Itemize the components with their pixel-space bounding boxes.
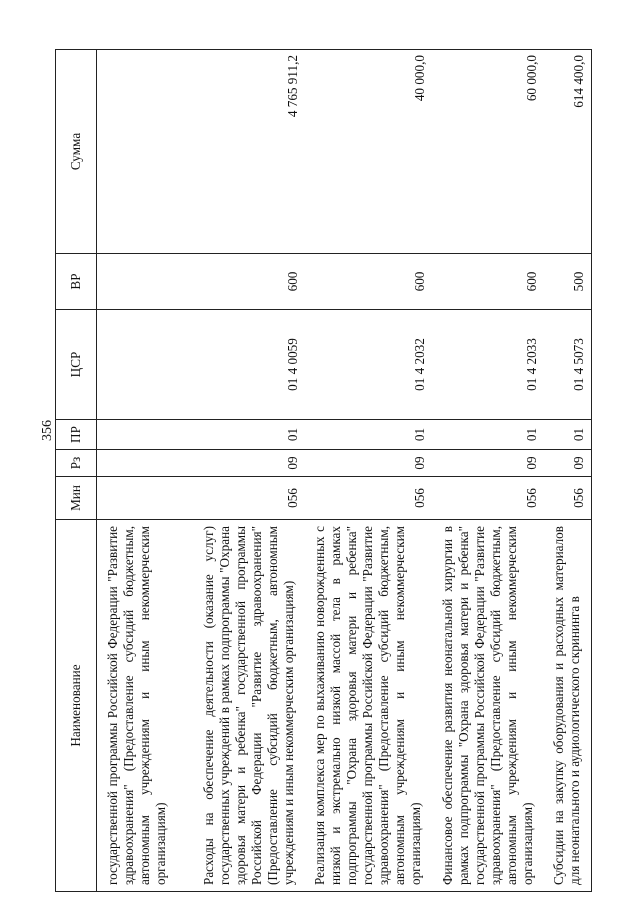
header-sum: Сумма [56, 50, 97, 254]
row-min: 056 [305, 477, 432, 520]
row-csr: 01 4 2032 [305, 310, 432, 420]
row-rz: 09 [177, 450, 305, 477]
row-vr [97, 254, 177, 310]
page-number: 356 [40, 420, 55, 441]
row-sum [97, 50, 177, 254]
row-csr [97, 310, 177, 420]
row-name: Реализация комплекса мер по выхаживанию новорожденных с низкой и экстремально низкой массой тела в рамках подпрограммы "Охрана здоровья матери и ребенка" государственной программы Российской Федерации "Развитие здравоохранения" (Предоставление субсидий бюджетным, автономным учреждениям и иным некоммерческим организациям) [305, 520, 432, 892]
row-vr: 600 [432, 254, 544, 310]
row-min: 056 [544, 477, 592, 520]
row-sum: 40 000,0 [305, 50, 432, 254]
header-vr: ВР [56, 254, 97, 310]
header-min: Мин [56, 477, 97, 520]
row-sum: 614 400,0 [544, 50, 592, 254]
row-rz: 09 [432, 450, 544, 477]
row-rz: 09 [544, 450, 592, 477]
header-pr: ПР [56, 420, 97, 450]
row-pr: 01 [432, 420, 544, 450]
table-row [305, 50, 432, 892]
row-name: государственной программы Российской Федерации "Развитие здравоохранения" (Предоставление субсидий бюджетным, автономным учреждениям и иным некоммерческим организациям) [97, 520, 177, 892]
table-row [177, 50, 305, 892]
row-csr: 01 4 5073 [544, 310, 592, 420]
table-row [432, 50, 544, 892]
header-name: Наименование [56, 520, 97, 892]
row-csr: 01 4 2033 [432, 310, 544, 420]
row-min: 056 [177, 477, 305, 520]
row-pr: 01 [305, 420, 432, 450]
header-csr: ЦСР [56, 310, 97, 420]
row-rz [97, 450, 177, 477]
row-name: Расходы на обеспечение деятельности (оказание услуг) государственных учреждений в рамках подпрограммы "Охрана здоровья матери и ребенка" государственной программы Российской Федерации "Развитие здравоохранения" (Предоставление субсидий бюджетным, автономным учреждениям и иным некоммерческим организациям) [177, 520, 305, 892]
header-rz: Рз [56, 450, 97, 477]
row-vr: 600 [305, 254, 432, 310]
row-name: Финансовое обеспечение развития неонатальной хирургии в рамках подпрограммы "Охрана здоровья матери и ребенка" государственной программы Российской Федерации "Развитие здравоохранения" (Предоставление субсидий бюджетным, автономным учреждениям и иным некоммерческим организациям) [432, 520, 544, 892]
row-vr: 500 [544, 254, 592, 310]
header-row [56, 50, 97, 892]
row-rz: 09 [305, 450, 432, 477]
row-pr: 01 [544, 420, 592, 450]
row-csr: 01 4 0059 [177, 310, 305, 420]
row-sum: 60 000,0 [432, 50, 544, 254]
rotated-page [55, 50, 610, 892]
table-row [97, 50, 177, 892]
row-vr: 600 [177, 254, 305, 310]
budget-table [55, 49, 592, 892]
row-pr [97, 420, 177, 450]
row-sum: 4 765 911,2 [177, 50, 305, 254]
row-pr: 01 [177, 420, 305, 450]
row-min: 056 [432, 477, 544, 520]
row-name: Субсидии на закупку оборудования и расходных материалов для неонатального и аудиологического скрининга в [544, 520, 592, 892]
table-row [544, 50, 592, 892]
row-min [97, 477, 177, 520]
